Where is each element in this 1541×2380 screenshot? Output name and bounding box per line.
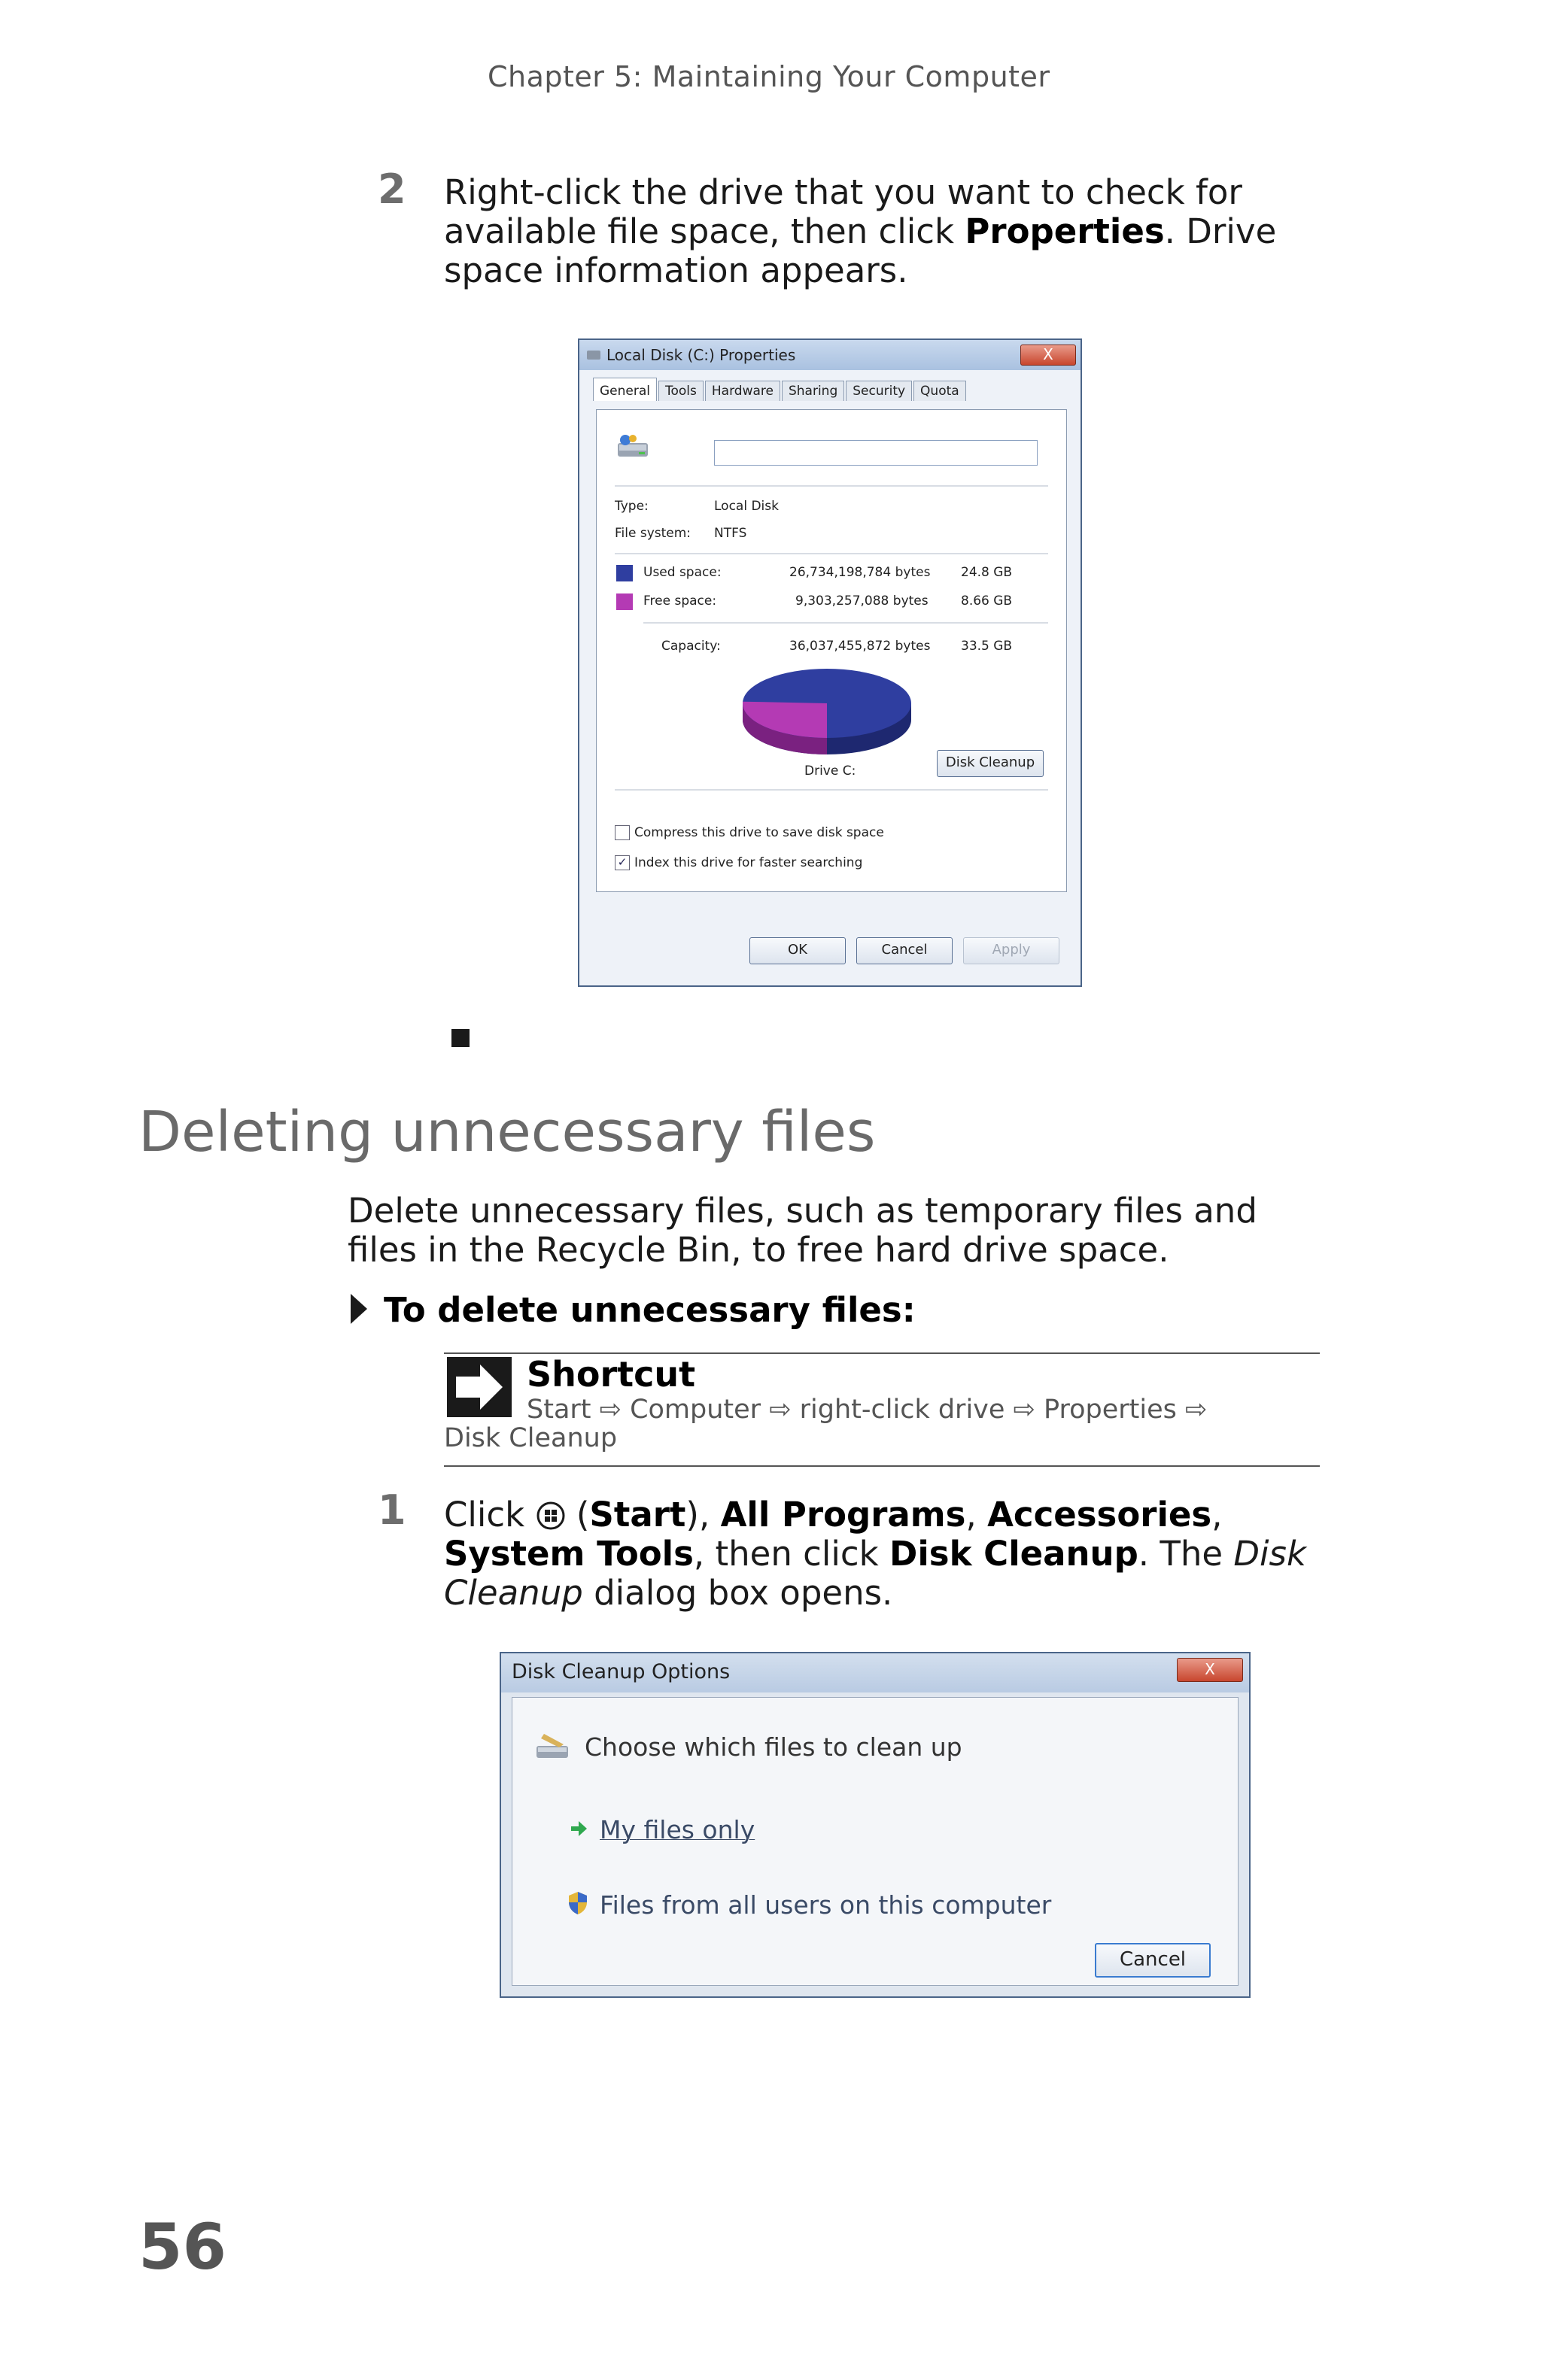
shortcut-box-bg [447,1357,512,1417]
green-arrow-icon [568,1818,589,1839]
ok-button[interactable]: OK [749,937,846,964]
index-label: Index this drive for faster searching [634,855,863,870]
used-space-bytes: 26,734,198,784 bytes [789,565,931,580]
step-text-bold: All Programs [720,1495,966,1535]
divider [615,553,1048,554]
cancel-button[interactable]: Cancel [1095,1943,1211,1978]
all-users-files-option[interactable]: Files from all users on this computer [600,1890,1052,1920]
step-text-bold: Disk Cleanup [889,1534,1138,1574]
step-text-part: . Drive space information appears. [444,211,1277,290]
shortcut-arrow-icon [447,1357,512,1417]
shortcut-path: Start ⇨ Computer ⇨ right-click drive ⇨ Properties ⇨ [527,1395,1208,1425]
divider [615,789,1048,791]
shortcut-bottom-rule [444,1465,1320,1467]
free-space-swatch [616,593,633,610]
disk-cleanup-button[interactable]: Disk Cleanup [937,750,1044,777]
step-text-italic: Disk Cleanup [444,1534,1307,1613]
type-label: Type: [615,499,649,514]
divider [643,622,1048,624]
dialog-title: Local Disk (C:) Properties [606,346,796,364]
disk-usage-pie [737,664,917,762]
step-text [444,173,1320,290]
compress-label: Compress this drive to save disk space [634,825,884,840]
step-text-part: Right-click the drive that you want to check for available file space, then click [444,172,1242,251]
step-text-bold: Accessories [987,1495,1212,1535]
dialog-title: Disk Cleanup Options [512,1660,731,1683]
compress-checkbox[interactable] [615,825,630,840]
step-text-part: ( [565,1495,590,1535]
step-text-bold: Properties [965,211,1165,251]
step-text-part: Click [444,1495,536,1535]
file-system-value: NTFS [714,526,747,541]
step-text-bold: System Tools [444,1534,694,1574]
close-button[interactable]: X [1177,1658,1243,1682]
dialog-body [512,1697,1239,1986]
tab-hardware[interactable]: Hardware [705,381,780,401]
procedure-heading: To delete unnecessary files: [384,1290,916,1330]
tab-general[interactable]: General [593,378,657,401]
cleanup-heading: Choose which files to clean up [585,1732,962,1762]
tab-strip [579,370,1081,401]
windows-start-icon [536,1500,566,1530]
type-value: Local Disk [714,499,779,514]
used-space-swatch [616,565,633,581]
close-button[interactable]: X [1020,345,1076,366]
step-number: 2 [378,165,406,213]
step-text-part: , [965,1495,988,1535]
step-text [444,1495,1320,1613]
free-space-bytes: 9,303,257,088 bytes [795,593,929,609]
dialog-title-bar [579,340,1081,370]
tab-quota[interactable]: Quota [913,381,966,401]
free-space-label: Free space: [643,593,717,609]
capacity-label: Capacity: [661,639,721,654]
step-text-part: , then click [693,1534,890,1574]
disk-cleanup-options-dialog [500,1652,1251,1998]
drive-icon [587,351,600,360]
uac-shield-icon [567,1890,589,1916]
capacity-bytes: 36,037,455,872 bytes [789,639,931,654]
local-disk-icon [616,433,651,463]
used-space-gb: 24.8 GB [961,565,1013,580]
step-text-part: dialog box opens. [582,1573,893,1613]
index-checkbox[interactable]: ✓ [615,855,630,870]
section-title: Deleting unnecessary files [138,1100,876,1164]
cancel-button[interactable]: Cancel [856,937,953,964]
end-of-procedure-marker [451,1029,470,1047]
running-head: Chapter 5: Maintaining Your Computer [488,60,1050,93]
apply-button[interactable]: Apply [963,937,1059,964]
drive-label: Drive C: [804,763,856,779]
capacity-gb: 33.5 GB [961,639,1013,654]
used-space-label: Used space: [643,565,722,580]
shortcut-title: Shortcut [527,1354,696,1395]
triangle-bullet-icon [351,1294,367,1324]
divider [615,485,1048,487]
general-panel [596,409,1067,892]
step-text-part: . The [1138,1534,1234,1574]
step-text-part: ), [685,1495,721,1535]
section-intro: Delete unnecessary files, such as temporary files and files in the Recycle Bin, to free hard drive space. [348,1191,1257,1270]
file-system-label: File system: [615,526,691,541]
drive-name-input[interactable] [714,440,1038,466]
disk-cleanup-icon [533,1731,573,1762]
step-text-part: , [1211,1495,1223,1535]
tab-tools[interactable]: Tools [658,381,704,401]
page-number: 56 [138,2210,226,2284]
tab-security[interactable]: Security [846,381,912,401]
properties-dialog [578,338,1082,987]
step-text-bold: Start [589,1495,686,1535]
step-number: 1 [378,1486,406,1534]
tab-sharing[interactable]: Sharing [782,381,844,401]
shortcut-path-continued: Disk Cleanup [444,1423,618,1453]
free-space-gb: 8.66 GB [961,593,1013,609]
my-files-only-option[interactable]: My files only [600,1815,755,1844]
dialog-title-bar [501,1653,1249,1692]
